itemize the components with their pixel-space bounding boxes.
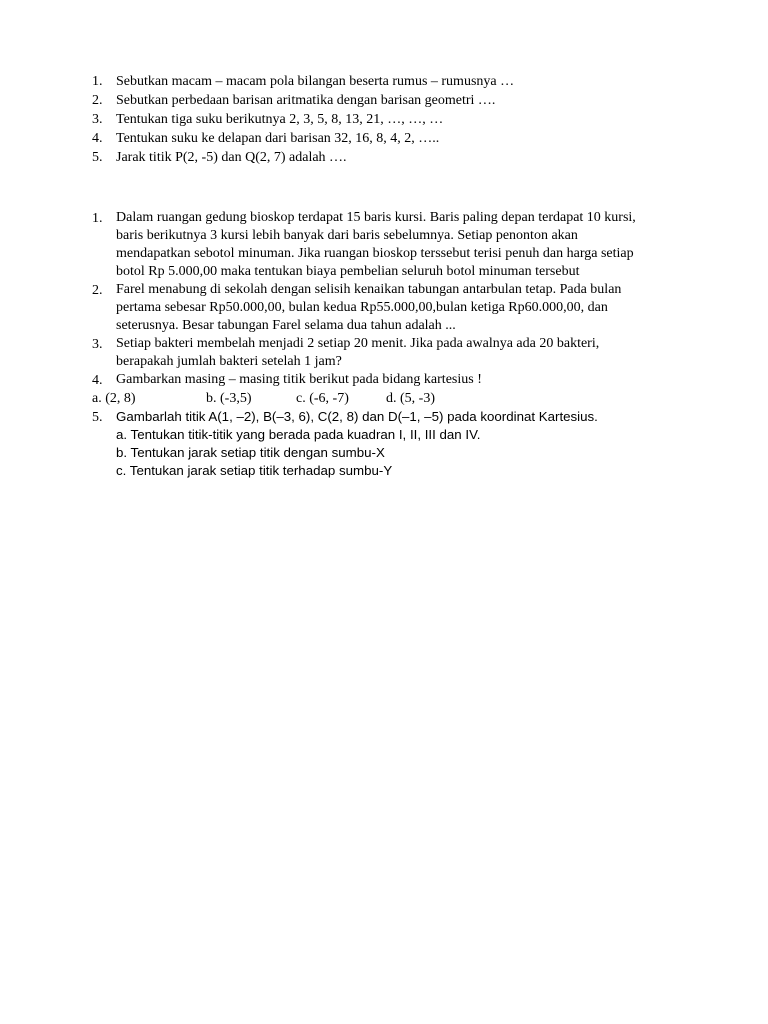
- item-text: [92, 371, 692, 408]
- option-a: a. (2, 8): [92, 391, 136, 406]
- item-text: [116, 408, 692, 480]
- text-line: Setiap bakteri membelah menjadi 2 setiap 20 menit. Jika pada awalnya ada 20 bakteri,: [116, 336, 600, 351]
- point-options: [92, 389, 692, 408]
- text-line: baris berikutnya 3 kursi lebih banyak dari baris sebelumnya. Setiap penonton akan: [116, 228, 578, 243]
- list-item: [92, 408, 692, 480]
- option-c: c. (-6, -7): [296, 391, 349, 406]
- item-text: [116, 335, 692, 371]
- list-item: [92, 281, 692, 335]
- item-number: 2.: [92, 93, 103, 108]
- text-line: mendapatkan sebotol minuman. Jika ruangan bioskop terssebut terisi penuh dan harga setiap: [116, 246, 634, 261]
- sub-question-b: b. Tentukan jarak setiap titik dengan sumbu-X: [116, 445, 385, 460]
- item-text: Tentukan tiga suku berikutnya 2, 3, 5, 8, 13, 21, …, …, …: [116, 112, 444, 127]
- question-list-2: [92, 209, 692, 480]
- item-text: Tentukan suku ke delapan dari barisan 32, 16, 8, 4, 2, …..: [116, 131, 440, 146]
- item-number: 5.: [92, 410, 103, 425]
- text-line: seterusnya. Besar tabungan Farel selama dua tahun adalah ...: [116, 318, 456, 333]
- option-b: b. (-3,5): [206, 391, 252, 406]
- list-item: [92, 91, 692, 110]
- item-text: [116, 281, 692, 335]
- text-line: Gambarkan masing – masing titik berikut pada bidang kartesius !: [116, 372, 482, 387]
- item-text: Jarak titik P(2, -5) dan Q(2, 7) adalah ….: [116, 150, 347, 165]
- list-item: [92, 129, 692, 148]
- item-number: 3.: [92, 112, 103, 127]
- item-number: 1.: [92, 74, 103, 89]
- item-text: Sebutkan perbedaan barisan aritmatika dengan barisan geometri ….: [116, 93, 496, 108]
- text-line: Gambarlah titik A(1, –2), B(–3, 6), C(2, 8) dan D(–1, –5) pada koordinat Kartesius.: [116, 409, 598, 424]
- sub-question-c: c. Tentukan jarak setiap titik terhadap sumbu-Y: [116, 463, 393, 478]
- option-d: d. (5, -3): [386, 391, 435, 406]
- list-item: [92, 335, 692, 371]
- text-line: botol Rp 5.000,00 maka tentukan biaya pembelian seluruh botol minuman tersebut: [116, 264, 580, 279]
- list-item: [92, 72, 692, 91]
- text-line: Farel menabung di sekolah dengan selisih kenaikan tabungan antarbulan tetap. Pada bulan: [116, 282, 622, 297]
- text-line: berapakah jumlah bakteri setelah 1 jam?: [116, 354, 342, 369]
- list-item: [92, 110, 692, 129]
- item-text: Sebutkan macam – macam pola bilangan beserta rumus – rumusnya …: [116, 74, 515, 89]
- list-item: [92, 148, 692, 167]
- item-text: [116, 209, 692, 281]
- list-item: [92, 371, 692, 408]
- item-number: 3.: [92, 337, 103, 352]
- text-line: Dalam ruangan gedung bioskop terdapat 15 baris kursi. Baris paling depan terdapat 10 kursi,: [116, 210, 636, 225]
- item-number: 4.: [92, 373, 103, 388]
- item-number: 4.: [92, 131, 103, 146]
- question-list-1: [92, 72, 692, 167]
- item-number: 2.: [92, 283, 103, 298]
- item-number: 5.: [92, 150, 103, 165]
- list-item: [92, 209, 692, 281]
- text-line: pertama sebesar Rp50.000,00, bulan kedua Rp55.000,00,bulan ketiga Rp60.000,00, dan: [116, 300, 608, 315]
- item-number: 1.: [92, 211, 103, 226]
- sub-question-a: a. Tentukan titik-titik yang berada pada kuadran I, II, III dan IV.: [116, 427, 481, 442]
